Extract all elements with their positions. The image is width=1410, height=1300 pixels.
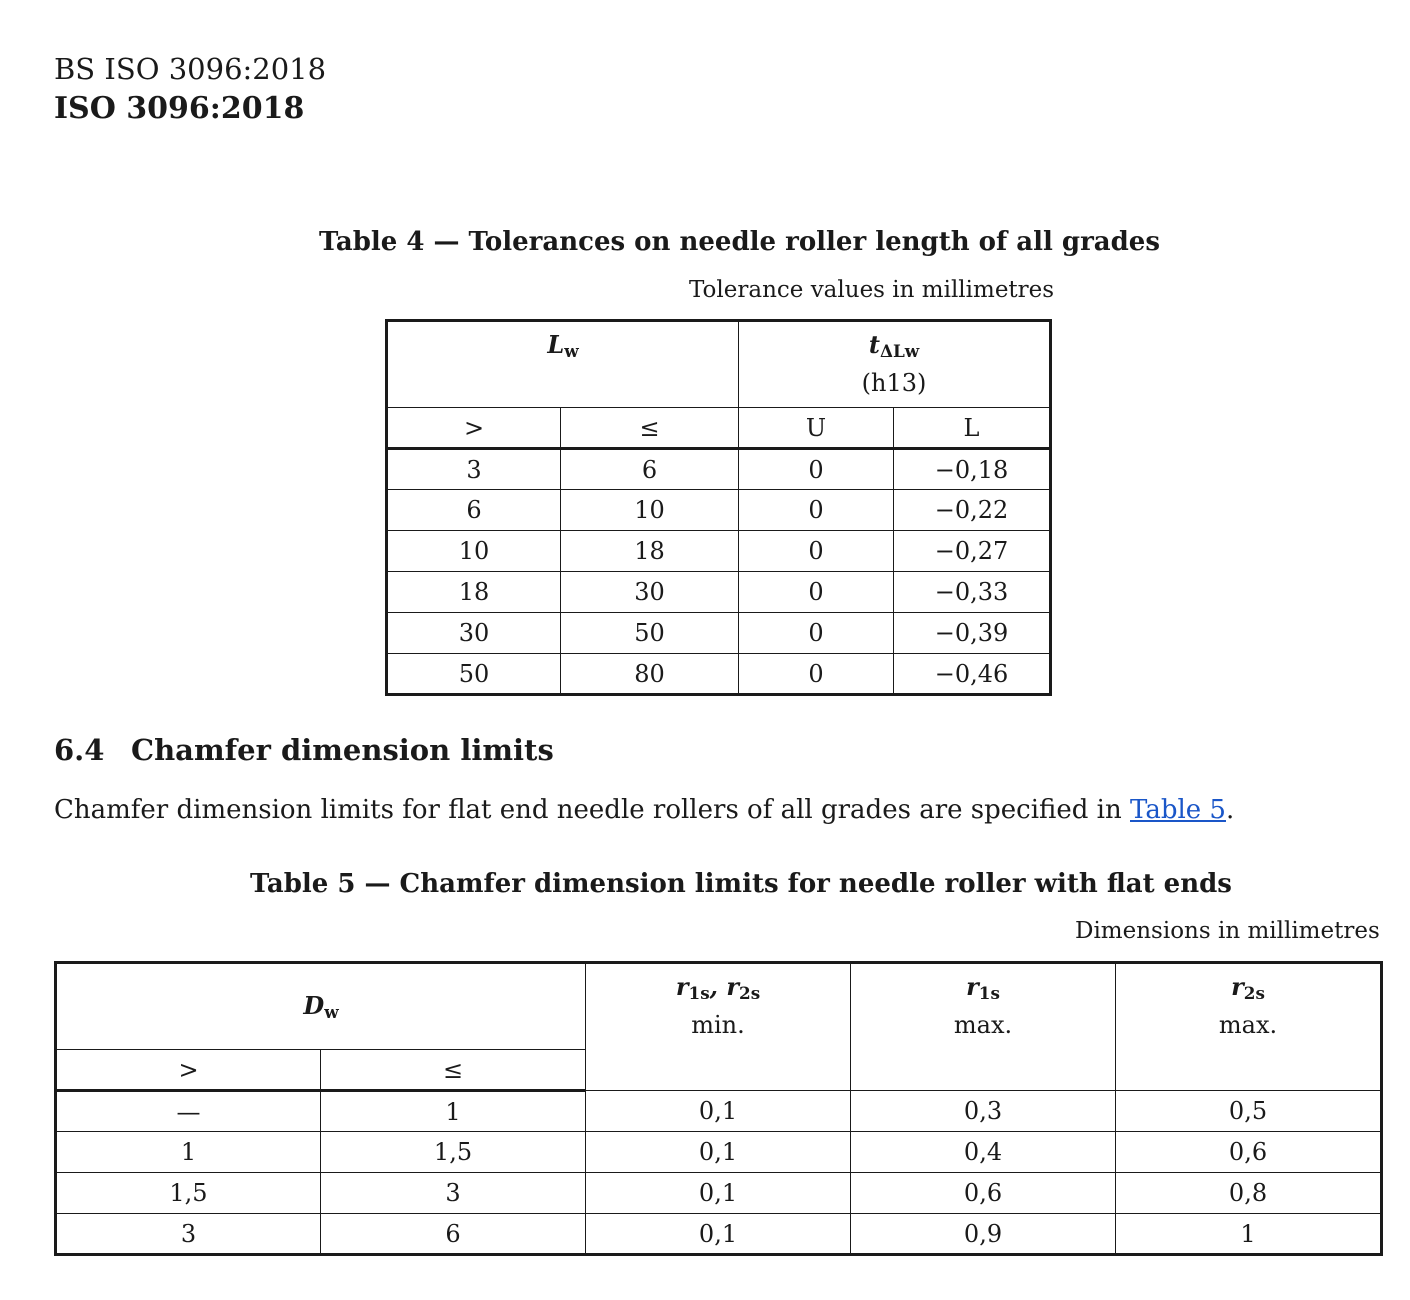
table-row [56,1091,1382,1132]
cell: 50 [561,613,739,654]
cell: −0,39 [894,613,1051,654]
section-paragraph [54,795,1234,825]
table5-caption: Table 5 — Chamfer dimension limits for needle roller with flat ends [250,869,1232,899]
table-row [387,613,1051,654]
subheader-le: ≤ [561,408,739,449]
cell: 0,9 [851,1214,1116,1255]
table-row [387,531,1051,572]
cell: 50 [387,654,561,695]
subheader-upper: U [739,408,894,449]
table5-chamfer-limits [54,961,1383,1256]
cell: 18 [387,572,561,613]
cell: 0,6 [851,1173,1116,1214]
cell: −0,46 [894,654,1051,695]
cell: 3 [56,1214,321,1255]
cell: 6 [321,1214,586,1255]
header-r1s-r2s-min: $r_{1s}$, $r_{2s}$ min. [586,963,851,1091]
cell: 0 [739,531,894,572]
table5-units-note: Dimensions in millimetres [1075,918,1380,944]
section-title: Chamfer dimension limits [131,733,554,767]
table4-tolerances [385,319,1052,696]
cell: 0 [739,572,894,613]
cell: 30 [387,613,561,654]
cell: 0,3 [851,1091,1116,1132]
cell: 0 [739,613,894,654]
table-row [387,572,1051,613]
cell: 3 [321,1173,586,1214]
cell: 0,1 [586,1091,851,1132]
cell: 1 [1116,1214,1382,1255]
header-t-delta-lw: $t_{\Delta Lw}$ (h13) [739,321,1051,408]
header-r2s-max: $r_{2s}$ max. [1116,963,1382,1091]
cell: −0,18 [894,449,1051,490]
table-row [56,1173,1382,1214]
cell: 3 [387,449,561,490]
table-row [387,654,1051,695]
cell: — [56,1091,321,1132]
cell: 0,1 [586,1214,851,1255]
cell: 6 [561,449,739,490]
cell: 0,5 [1116,1091,1382,1132]
cell: 18 [561,531,739,572]
table5-link[interactable]: Table 5 [1130,795,1226,825]
table4-caption: Table 4 — Tolerances on needle roller length of all grades [319,227,1160,257]
cell: 10 [561,490,739,531]
cell: 1,5 [56,1173,321,1214]
table-row [387,490,1051,531]
cell: 0 [739,490,894,531]
table-row [387,449,1051,490]
section-heading [54,733,554,767]
cell: −0,33 [894,572,1051,613]
cell: 1 [56,1132,321,1173]
cell: 0,1 [586,1173,851,1214]
cell: 0,1 [586,1132,851,1173]
header-lw: $L_w$ [387,321,739,408]
subheader-lower: L [894,408,1051,449]
subheader-gt: > [387,408,561,449]
cell: 0 [739,449,894,490]
paragraph-text: Chamfer dimension limits for flat end needle rollers of all grades are specified in [54,795,1130,825]
cell: 6 [387,490,561,531]
cell: 0,4 [851,1132,1116,1173]
header-dw: $D_w$ [56,963,586,1050]
cell: −0,27 [894,531,1051,572]
cell: 0,8 [1116,1173,1382,1214]
cell: 0 [739,654,894,695]
iso-designation: ISO 3096:2018 [54,91,305,126]
table-row [56,1214,1382,1255]
cell: 10 [387,531,561,572]
paragraph-period: . [1225,795,1235,825]
cell: 1,5 [321,1132,586,1173]
cell: 30 [561,572,739,613]
cell: 1 [321,1091,586,1132]
h13-note: (h13) [861,369,927,398]
document-designation: BS ISO 3096:2018 [54,52,327,86]
subheader-gt: > [56,1050,321,1091]
section-number: 6.4 [54,733,105,767]
cell: 0,6 [1116,1132,1382,1173]
table4-units-note: Tolerance values in millimetres [689,277,1055,303]
header-r1s-max: $r_{1s}$ max. [851,963,1116,1091]
subheader-le: ≤ [321,1050,586,1091]
cell: 80 [561,654,739,695]
table-row [56,1132,1382,1173]
cell: −0,22 [894,490,1051,531]
